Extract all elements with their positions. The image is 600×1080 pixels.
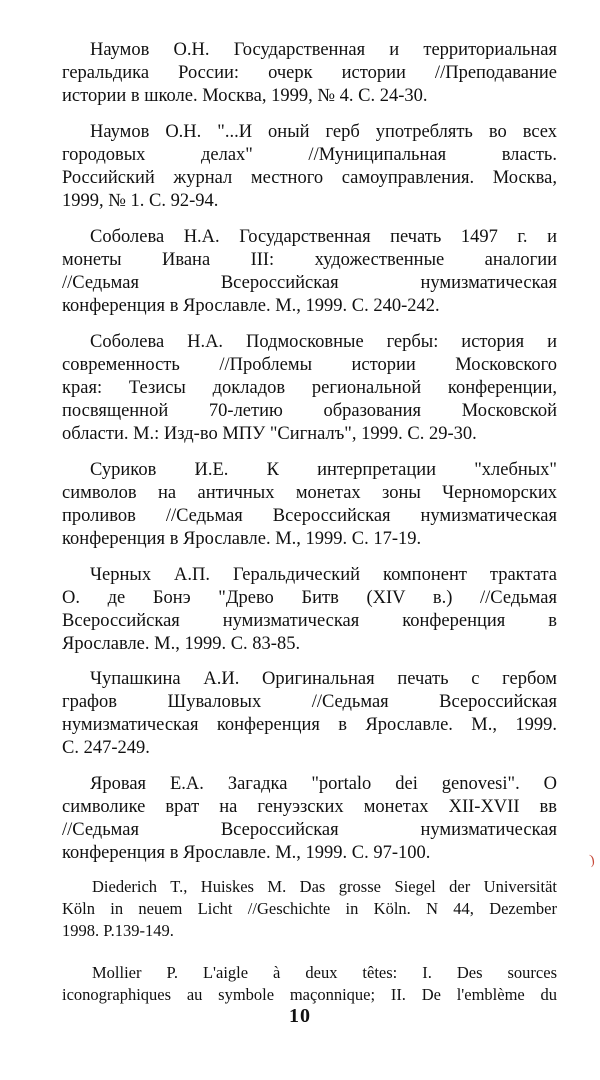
entry-line: Mollier P. L'aigle à deux têtes: I. Des sources	[92, 963, 557, 982]
entry-line: края: Тезисы докладов региональной конференции,	[62, 378, 557, 398]
entry-line: Яровая Е.А. Загадка "portalo dei genovesi". О	[90, 774, 557, 794]
entry-line: Наумов О.Н. "...И оный герб употреблять во всех	[90, 122, 557, 142]
entry-line: современность //Проблемы истории Московского	[62, 355, 557, 375]
entry-line: символов на античных монетах зоны Черноморских	[62, 483, 557, 503]
entry-line: Diederich T., Huiskes M. Das grosse Siegel der Universität	[92, 877, 557, 896]
entry-line: Соболева Н.А. Государственная печать 1497 г. и	[90, 227, 557, 247]
entry-line: конференция в Ярославле. М., 1999. С. 240-242.	[62, 296, 440, 316]
entry-line: символике врат на генуэзских монетах XII-XVII вв	[62, 797, 557, 817]
entry-line: //Седьмая Всероссийская нумизматическая	[62, 820, 557, 840]
bibliography-entry-naumov-1	[62, 39, 557, 108]
bibliography-entry-chupashkina	[62, 668, 557, 760]
entry-line: Чупашкина А.И. Оригинальная печать с гербом	[90, 669, 557, 689]
entry-line: Наумов О.Н. Государственная и территориальная	[90, 40, 557, 60]
entry-line: конференция в Ярославле. М., 1999. С. 17-19.	[62, 529, 422, 549]
entry-line: области. М.: Изд-во МПУ "Сигналъ", 1999. С. 29-30.	[62, 424, 477, 444]
bibliography-entry-mollier	[62, 962, 557, 1006]
entry-line: 1998. P.139-149.	[62, 921, 174, 940]
entry-line: нумизматическая конференция в Ярославле. М., 1999.	[62, 715, 557, 735]
entry-line: 1999, № 1. С. 92-94.	[62, 191, 219, 211]
bibliography-entry-soboleva-2	[62, 331, 557, 446]
entry-line: городовых делах" //Муниципальная власть.	[62, 145, 557, 165]
entry-line: посвященной 70-летию образования Московской	[62, 401, 557, 421]
margin-mark: )	[588, 852, 596, 869]
entry-line: монеты Ивана III: художественные аналогии	[62, 250, 557, 270]
entry-line: конференция в Ярославле. М., 1999. С. 97-100.	[62, 843, 431, 863]
entry-line: //Седьмая Всероссийская нумизматическая	[62, 273, 557, 293]
entry-line: Суриков И.Е. К интерпретации "хлебных"	[90, 460, 557, 480]
entry-line: Российский журнал местного самоуправления. Москва,	[62, 168, 557, 188]
bibliography-entry-yarovaya	[62, 773, 557, 865]
entry-line: Ярославле. М., 1999. С. 83-85.	[62, 634, 301, 654]
entry-line: iconographiques au symbole maçonnique; II. De l'emblème du	[62, 985, 557, 1004]
entry-line: Черных А.П. Геральдический компонент трактата	[90, 565, 557, 585]
entry-line: С. 247-249.	[62, 738, 150, 758]
entry-line: Köln in neuem Licht //Geschichte in Köln. N 44, Dezember	[62, 899, 557, 918]
bibliography-entry-soboleva-1	[62, 226, 557, 318]
entry-line: истории в школе. Москва, 1999, № 4. С. 24-30.	[62, 86, 428, 106]
bibliography-entry-naumov-2	[62, 121, 557, 213]
entry-line: Соболева Н.А. Подмосковные гербы: история и	[90, 332, 557, 352]
entry-line: Всероссийская нумизматическая конференция в	[62, 611, 557, 631]
entry-line: геральдика России: очерк истории //Преподавание	[62, 63, 557, 83]
entry-line: О. де Бонэ "Древо Битв (XIV в.) //Седьмая	[62, 588, 557, 608]
bibliography-entry-diederich	[62, 876, 557, 942]
bibliography-entry-chernykh	[62, 564, 557, 656]
page-number: 10	[289, 1005, 311, 1027]
entry-line: графов Шуваловых //Седьмая Всероссийская	[62, 692, 557, 712]
bibliography-entry-surikov	[62, 459, 557, 551]
entry-line: проливов //Седьмая Всероссийская нумизматическая	[62, 506, 557, 526]
